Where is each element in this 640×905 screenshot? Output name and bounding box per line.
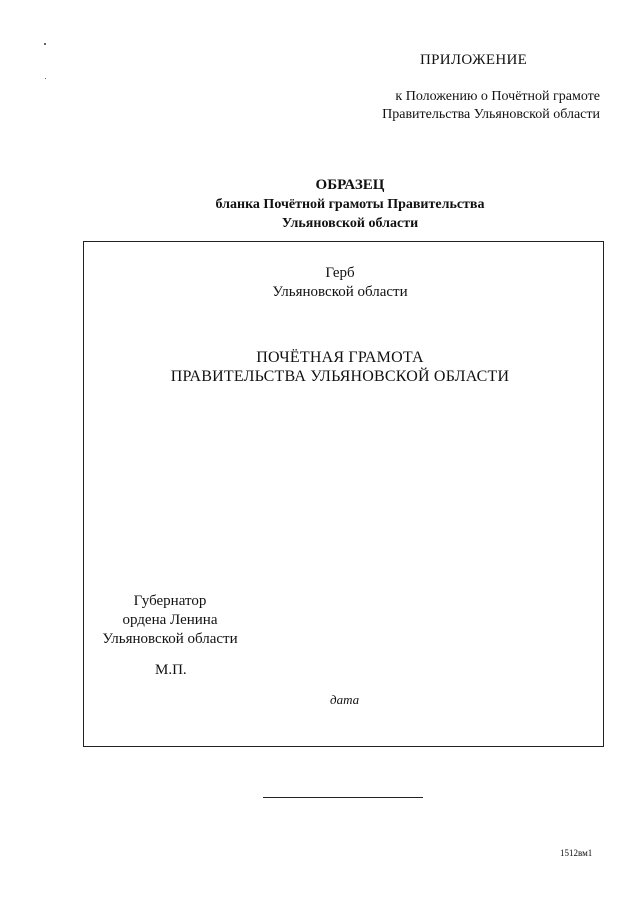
governor-line-1: Губернатор (133, 593, 207, 609)
annex-title: ПРИЛОЖЕНИЕ (420, 52, 528, 68)
emblem-line-2: Ульяновской области (272, 284, 408, 300)
emblem-placeholder (180, 264, 500, 302)
date-label: дата (330, 692, 360, 707)
scan-speck (45, 78, 46, 79)
emblem-line-1: Герб (325, 265, 355, 281)
seal-placeholder: М.П. (155, 662, 187, 678)
diploma-title-line-1: ПОЧЁТНАЯ ГРАМОТА (256, 349, 424, 366)
governor-line-2: ордена Ленина (122, 612, 218, 628)
document-code: 1512вм1 (560, 848, 593, 858)
sample-title: ОБРАЗЕЦ (315, 177, 385, 193)
annex-reference (330, 88, 600, 124)
governor-line-3: Ульяновской области (102, 631, 238, 647)
end-divider (263, 797, 423, 798)
sample-heading (150, 176, 550, 233)
scan-speck (44, 43, 46, 45)
governor-signature-block (90, 592, 250, 649)
sample-subtitle-line-1: бланка Почётной грамоты Правительства (215, 197, 485, 212)
diploma-title-line-2: ПРАВИТЕЛЬСТВА УЛЬЯНОВСКОЙ ОБЛАСТИ (170, 368, 510, 385)
sample-subtitle-line-2: Ульяновской области (281, 216, 419, 231)
diploma-title (140, 348, 540, 386)
annex-reference-line-2: Правительства Ульяновской области (382, 107, 600, 122)
annex-reference-line-1: к Положению о Почётной грамоте (395, 89, 600, 104)
